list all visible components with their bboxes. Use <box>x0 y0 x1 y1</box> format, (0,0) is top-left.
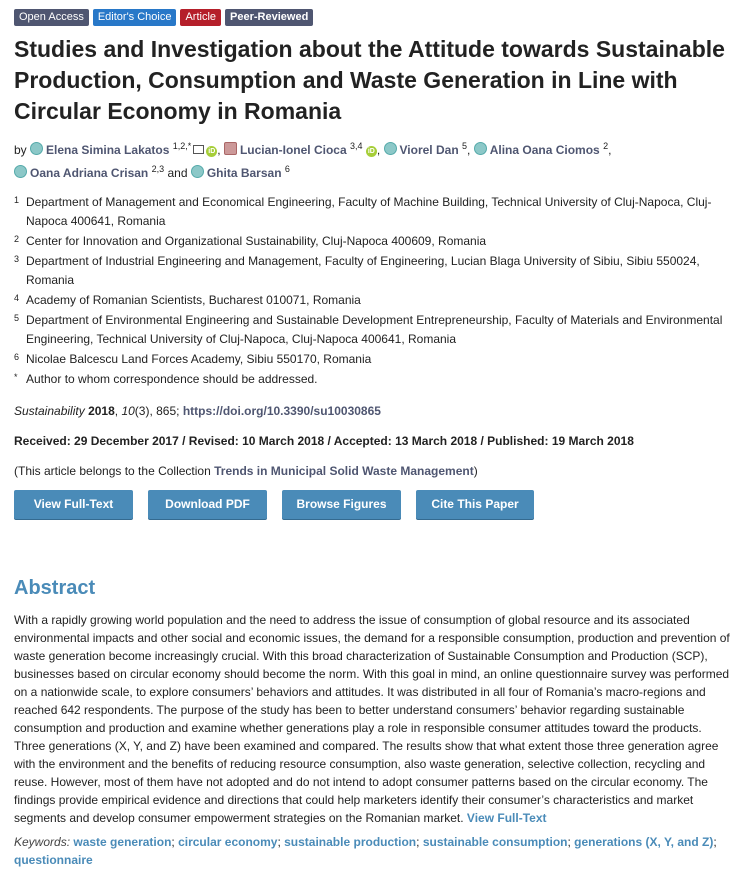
action-buttons <box>14 490 736 519</box>
affiliation-text: Nicolae Balcescu Land Forces Academy, Sibiu 550170, Romania <box>26 352 372 366</box>
keyword-link[interactable]: questionnaire <box>14 853 93 867</box>
affiliation-number: 5 <box>14 313 20 323</box>
article-page <box>14 9 736 869</box>
author-avatar-icon <box>384 142 397 155</box>
keyword-link[interactable]: sustainable consumption <box>422 835 568 849</box>
affiliation-item <box>14 232 736 251</box>
abstract-full-text-link[interactable]: View Full-Text <box>466 811 547 825</box>
author-affil-sup: 3,4 <box>349 141 363 151</box>
author-link[interactable]: Oana Adriana Crisan <box>30 166 149 180</box>
article-badge: Article <box>180 9 221 26</box>
affiliation-number: 1 <box>14 195 20 205</box>
download-pdf-button[interactable]: Download PDF <box>148 490 267 519</box>
affiliation-text: Academy of Romanian Scientists, Bucharest 010071, Romania <box>26 293 361 307</box>
affiliation-text: Department of Management and Economical Engineering, Faculty of Machine Building, Technical University of Cluj-Napoca, Cluj-Napoca 400641, Romania <box>26 195 712 228</box>
peer-reviewed-badge[interactable]: Peer-Reviewed <box>225 9 313 26</box>
journal-name: Sustainability <box>14 404 85 418</box>
citation-year: 2018 <box>88 404 115 418</box>
affiliation-item <box>14 193 736 231</box>
author-affil-sup: 1,2,* <box>172 141 192 151</box>
affiliation-number: 2 <box>14 234 20 244</box>
keyword-link[interactable]: sustainable production <box>284 835 417 849</box>
collection-note <box>14 464 736 478</box>
browse-figures-button[interactable]: Browse Figures <box>282 490 401 519</box>
author-list: by Elena Simina Lakatos $^{1,2,*}$iD , Lucian-Ionel Cioca $^{3,4}$ iD , Viorel Dan $^5$, Alina Oana Ciomos $^2$, Oana Adriana Crisan $^{2,3}$ and Ghita Barsan $^6$ <box>14 141 612 180</box>
citation-volume: 10 <box>121 404 135 418</box>
citation-line: Sustainability 2018, 10(3), 865; https://doi.org/10.3390/su10030865 <box>14 404 381 418</box>
orcid-icon[interactable]: iD <box>208 148 216 155</box>
doi-link[interactable]: https://doi.org/10.3390/su10030865 <box>182 404 381 418</box>
affiliation-number: 4 <box>14 293 20 303</box>
author-avatar-icon <box>191 165 204 178</box>
keyword-link[interactable]: generations (X, Y, and Z) <box>574 835 714 849</box>
keywords-label: Keywords: <box>14 835 71 849</box>
editors-choice-badge[interactable]: Editor's Choice <box>93 9 177 26</box>
affiliation-item <box>14 291 736 310</box>
open-access-badge[interactable]: Open Access <box>14 9 89 26</box>
affiliation-list <box>14 193 736 389</box>
affiliation-text: Department of Industrial Engineering and Management, Faculty of Engineering, Lucian Blaga University of Sibiu, Sibiu 550024, Romania <box>26 254 700 287</box>
author-link[interactable]: Alina Oana Ciomos <box>489 143 600 157</box>
author-link[interactable]: Lucian-Ionel Cioca <box>239 143 347 157</box>
by-label: by <box>14 143 27 157</box>
view-full-text-button[interactable]: View Full-Text <box>14 490 133 519</box>
cite-this-paper-button[interactable]: Cite This Paper <box>416 490 534 519</box>
affiliation-number: 6 <box>14 352 20 362</box>
citation-issue: (3), 865; <box>134 404 180 418</box>
author-affil-sup: 2 <box>603 141 609 151</box>
author-link[interactable]: Viorel Dan <box>399 143 459 157</box>
author-avatar-icon <box>14 165 27 178</box>
collection-link[interactable]: Trends in Municipal Solid Waste Management <box>214 464 474 478</box>
affiliation-text: Department of Environmental Engineering and Sustainable Development Entrepreneurship, Faculty of Materials and Environmental Engineering, Technical University of Cluj-Napoca, Cluj-Napoca 400641, Romania <box>26 313 723 346</box>
envelope-icon[interactable] <box>193 145 204 154</box>
collection-prefix: (This article belongs to the Collection <box>14 464 211 478</box>
author-link[interactable]: Elena Simina Lakatos <box>46 143 170 157</box>
affiliation-text: Center for Innovation and Organizational Sustainability, Cluj-Napoca 400609, Romania <box>26 234 487 248</box>
affiliation-item <box>14 252 736 290</box>
affiliation-item <box>14 350 736 369</box>
keyword-link[interactable]: circular economy <box>178 835 278 849</box>
author-affil-sup: 6 <box>284 164 290 174</box>
author-link[interactable]: Ghita Barsan <box>206 166 282 180</box>
orcid-icon[interactable]: iD <box>367 148 375 155</box>
affiliation-text: Author to whom correspondence should be addressed. <box>26 372 318 386</box>
author-avatar-icon <box>474 142 487 155</box>
affiliation-item <box>14 370 736 389</box>
affiliation-number: 3 <box>14 254 20 264</box>
author-avatar-icon <box>30 142 43 155</box>
abstract-body <box>14 611 736 827</box>
keywords: Keywords: waste generation; circular economy; sustainable production; sustainable consumption; generations (X, Y, and Z); questionnaire <box>14 835 717 867</box>
author-avatar-icon <box>224 142 237 155</box>
collection-suffix: ) <box>473 464 478 478</box>
author-affil-sup: 2,3 <box>151 164 165 174</box>
affiliation-number: * <box>14 372 18 382</box>
and-label: and <box>167 166 188 180</box>
keyword-link[interactable]: waste generation <box>73 835 172 849</box>
abstract-heading: Abstract <box>14 577 96 599</box>
publication-dates: Received: 29 December 2017 / Revised: 10 March 2018 / Accepted: 13 March 2018 / Published: 19 March 2018 <box>14 434 634 448</box>
abstract-text: With a rapidly growing world population and the need to address the issue of consumption of global resource and its associated environmental impacts and other social and economic issues, the demand for a responsible consumption, production and prevention of waste generation become increasingly crucial. With this broad characterization of Sustainable Consumption and Production (SCP), businesses based on circular economy should become the norm. With this goal in mind, an online questionnaire survey was performed on a nationwide scale, to explore consumers’ behaviors and attitudes. It was distributed in all four of Romania’s macro-regions and reached 642 respondents. The purpose of the study has been to better understand consumers’ behavior regarding sustainable consumption and production and examine whether generations play a role in responsible consumer attitudes toward the products. Three generations (X, Y, and Z) have been examined and compared. The results show that what extent those three generation agree with the environment and the benefits of reducing resource consumption, also waste generation, selective collection, recycling and reuse. However, most of them have not adopted and do not intend to adopt consumer patterns based on the circular economy. The findings provide empirical evidence and directions that could help marketers identify their consumer’s characteristics and market segments and develop consumer empowerment strategies on the Romanian market. <box>14 613 730 825</box>
badge-row <box>14 9 736 26</box>
article-title: Studies and Investigation about the Attitude towards Sustainable Production, Consumption and Waste Generation in Line with Circular Economy in Romania <box>14 36 725 124</box>
affiliation-item <box>14 311 736 349</box>
author-affil-sup: 5 <box>462 141 468 151</box>
